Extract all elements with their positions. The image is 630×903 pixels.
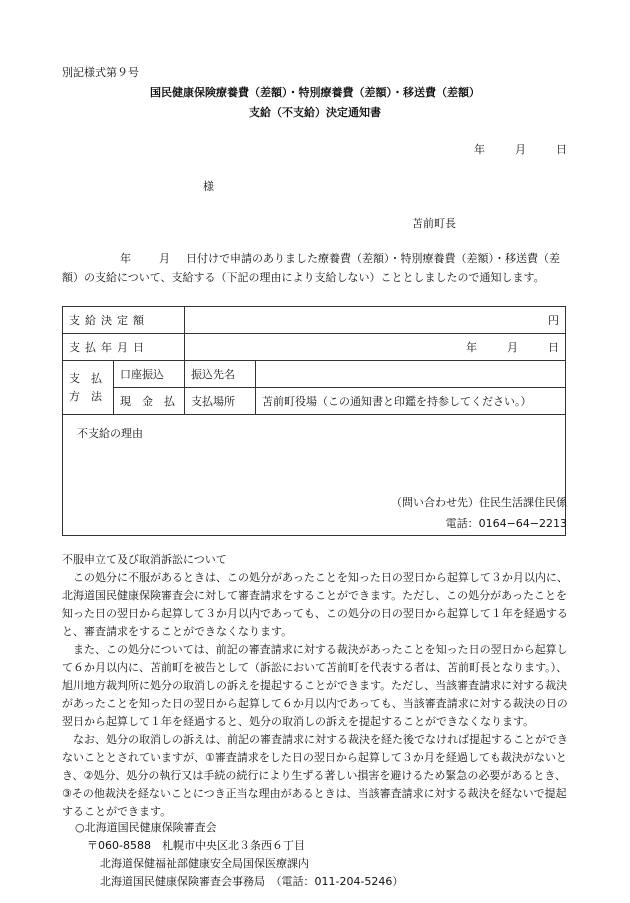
review-board-name: ○北海道国民健康保険審査会 xyxy=(75,821,217,834)
recipient-honorific: 様 xyxy=(203,180,214,193)
paydate-value: 年 月 日 xyxy=(185,334,566,361)
pay-place-value: 苫前町役場（この通知書と印鑑を持参してください。） xyxy=(256,388,566,415)
issue-date xyxy=(474,141,567,157)
issue-month: 月 xyxy=(515,143,526,156)
appeal-paragraph-1: この処分に不服があるときは、この処分があったことを知った日の翌日から起算して３か月以内に、北海道国民健康保険審査会に対して審査請求をすることができます。ただし、この処分があったことを知った日の翌日から起算して３か月以内であっても、この処分の日の翌日から起算して１年を経過すると、審査請求をすることができなくなります。 xyxy=(62,571,568,638)
issue-year: 年 xyxy=(474,143,485,156)
issue-day: 日 xyxy=(556,143,567,156)
intro-paragraph xyxy=(62,250,568,287)
appeal-paragraph-2: また、この処分については、前記の審査請求に対する裁決があったことを知った日の翌日から起算して６か月以内に、苫前町を被告として（訴訟において苫前町を代表する者は、苫前町長となります。）、旭川地方裁判所に処分の取消しの訴えを提起することができます。ただし、当該審査請求に対する裁決があったことを知った日の翌日から起算して６か月以内であっても、当該審査請求に対する裁決の日の翌日から起算して１年を経過すると、処分の取消しの訴えを提起することができなくなります。 xyxy=(62,643,568,728)
cash-label: 現 金 払 xyxy=(114,388,185,415)
intro-year: 年 xyxy=(120,252,131,265)
review-board-secretariat: 北海道国民健康保険審査会事務局 （電話：011-204-5246） xyxy=(100,875,404,888)
pay-place-label: 支払場所 xyxy=(185,388,256,415)
transfer-dest-value xyxy=(256,361,566,388)
method-label: 支 払 方 法 xyxy=(63,361,114,415)
intro-month: 月 xyxy=(159,252,170,265)
appeal-heading: 不服申立て及び取消訴訟について xyxy=(62,553,227,566)
intro-text: 日付けで申請のありました療養費（差額）・特別療養費（差額）・移送費（差額）の支給について、支給する（下記の理由により支給しない）こととしましたので通知します。 xyxy=(62,252,560,284)
refusal-reason: 不支給の理由 xyxy=(63,415,566,536)
transfer-label: 口座振込 xyxy=(114,361,185,388)
appeal-paragraph-3: なお、処分の取消しの訴えは、前記の審査請求に対する裁決を経た後でなければ提起することができないこととされていますが、①審査請求をした日の翌日から起算して３か月を経過しても裁決がないとき、②処分、処分の執行又は手続の続行により生ずる著しい損害を避けるため緊急の必要があるとき、③その他裁決を経ないことにつき正当な理由があるときは、当該審査請求に対する裁決を経ないで提起することができます。 xyxy=(62,733,568,818)
document-title: 国民健康保険療養費（差額）・特別療養費（差額）・移送費（差額） xyxy=(150,86,480,99)
review-board-office: 北海道保健福祉部健康安全局国保医療課内 xyxy=(100,857,309,870)
transfer-dest-label: 振込先名 xyxy=(185,361,256,388)
form-number: 別記様式第９号 xyxy=(62,66,139,79)
paydate-label: 支払年月日 xyxy=(63,334,185,361)
document-subtitle: 支給（不支給）決定通知書 xyxy=(249,106,381,119)
review-board-address: 〒060-8588 札幌市中央区北３条西６丁目 xyxy=(87,839,305,852)
inquiry-contact: （問い合わせ先）住民生活課住民係 xyxy=(391,496,567,509)
issuer-name: 苫前町長 xyxy=(412,217,456,230)
amount-value: 円 xyxy=(185,307,566,334)
amount-label: 支給決定額 xyxy=(63,307,185,334)
inquiry-phone: 電話：0164−64−2213 xyxy=(445,517,567,530)
